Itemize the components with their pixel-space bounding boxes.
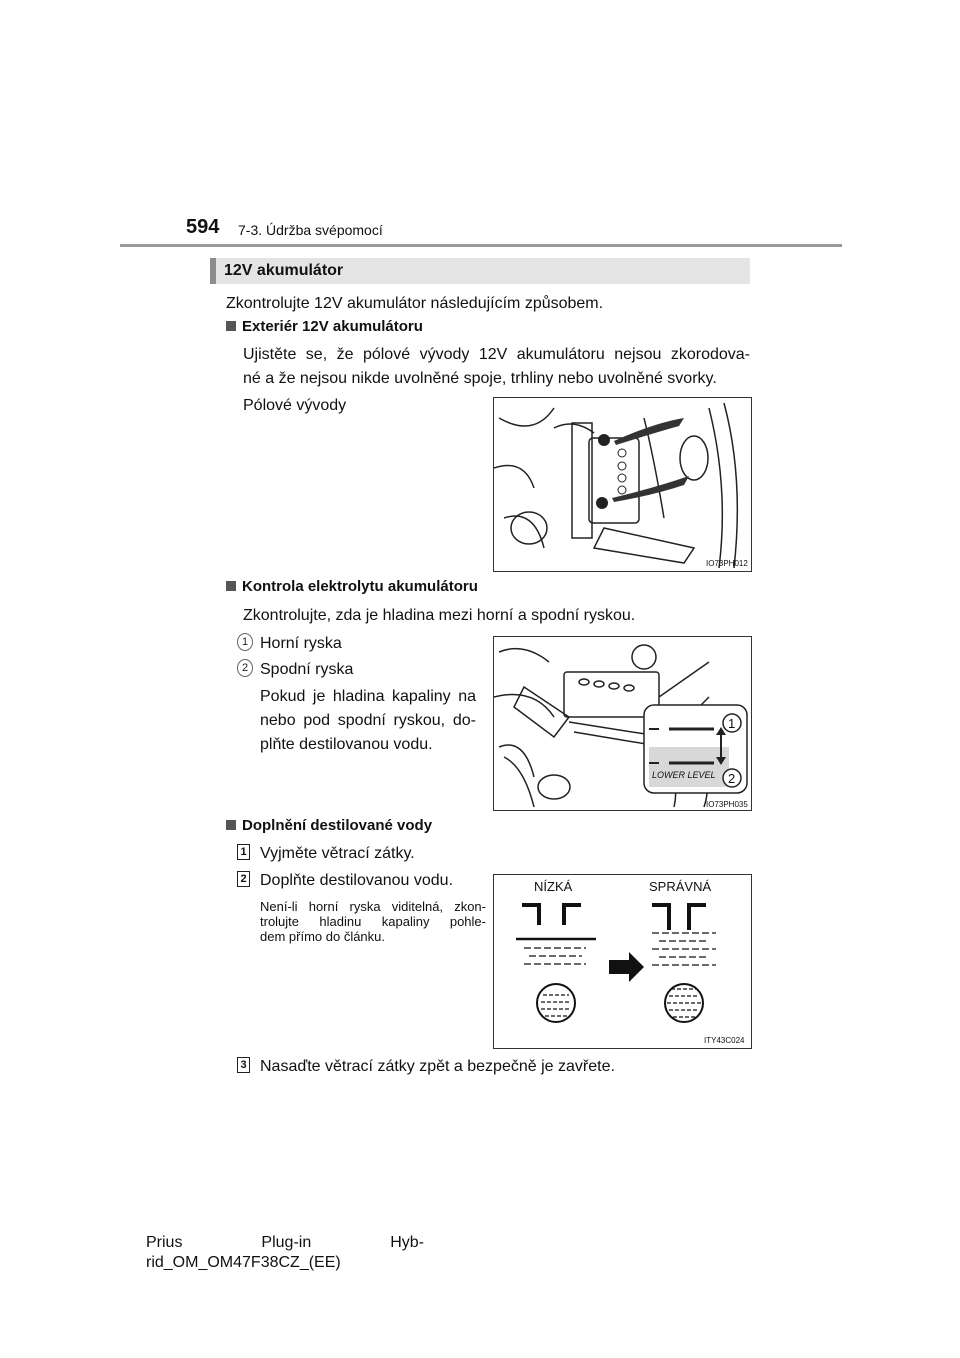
section-heading bbox=[210, 258, 750, 284]
step-2-text: Doplňte destilovanou vodu. bbox=[260, 872, 454, 889]
water-level-figure bbox=[493, 874, 752, 1049]
low-label: NÍZKÁ bbox=[534, 879, 573, 894]
electrolyte-note-2: nebo pod spodní ryskou, do- bbox=[260, 712, 476, 729]
battery-terminals-figure bbox=[493, 397, 752, 572]
refill-note-3: dem přímo do článku. bbox=[260, 929, 386, 944]
figure-callout-2: 2 bbox=[728, 771, 736, 786]
refill-note-2: trolujte hladinu kapaliny pohle- bbox=[260, 914, 486, 929]
lower-mark-label: Spodní ryska bbox=[260, 661, 354, 678]
step-1-text: Vyjměte větrací zátky. bbox=[260, 845, 415, 862]
figure-code: IO73PH035 bbox=[706, 800, 748, 809]
exterior-line-1: Ujistěte se, že pólové vývody 12V akumulátoru nejsou zkorodova- bbox=[243, 346, 750, 363]
step-2-marker: 2 bbox=[237, 871, 250, 887]
lower-level-label: LOWER LEVEL bbox=[652, 770, 716, 780]
arrow-icon bbox=[609, 952, 644, 982]
electrolyte-title: Kontrola elektrolytu akumulátoru bbox=[226, 578, 478, 595]
footer-line-1: Prius Plug-in Hyb- bbox=[146, 1234, 424, 1251]
electrolyte-illustration bbox=[494, 637, 751, 810]
callout-2-marker: 2 bbox=[237, 659, 253, 677]
step-3-marker: 3 bbox=[237, 1057, 250, 1073]
refill-title: Doplnění destilované vody bbox=[226, 817, 432, 834]
water-level-illustration bbox=[494, 875, 751, 1048]
heading-accent bbox=[210, 258, 216, 284]
intro-text: Zkontrolujte 12V akumulátor následujícím způsobem. bbox=[226, 295, 604, 312]
electrolyte-note-3: plňte destilovanou vodu. bbox=[260, 736, 433, 753]
exterior-line-2: né a že nejsou nikde uvolněné spoje, trhliny nebo uvolněné svorky. bbox=[243, 370, 717, 387]
footer bbox=[146, 1233, 424, 1273]
step-3-text: Nasaďte větrací zátky zpět a bezpečně je zavřete. bbox=[260, 1058, 615, 1075]
section-title: 7-3. Údržba svépomocí bbox=[238, 222, 383, 238]
battery-terminals-illustration bbox=[494, 398, 751, 571]
footer-line-2: rid_OM_OM47F38CZ_(EE) bbox=[146, 1254, 341, 1271]
step-1-marker: 1 bbox=[237, 844, 250, 860]
callout-1-marker: 1 bbox=[237, 633, 253, 651]
electrolyte-note-1: Pokud je hladina kapaliny na bbox=[260, 688, 476, 705]
refill-note-1: Není-li horní ryska viditelná, zkon- bbox=[260, 899, 486, 914]
page-number: 594 bbox=[186, 216, 220, 238]
heading-text: 12V akumulátor bbox=[224, 262, 344, 279]
header-rule bbox=[120, 244, 842, 247]
terminals-label: Pólové vývody bbox=[243, 397, 347, 414]
correct-label: SPRÁVNÁ bbox=[649, 879, 712, 894]
electrolyte-text: Zkontrolujte, zda je hladina mezi horní a spodní ryskou. bbox=[243, 607, 636, 624]
figure-code: ITY43C024 bbox=[704, 1036, 745, 1045]
figure-code: IO73PH012 bbox=[706, 559, 748, 568]
electrolyte-figure bbox=[493, 636, 752, 811]
upper-mark-label: Horní ryska bbox=[260, 635, 342, 652]
figure-callout-1: 1 bbox=[728, 716, 736, 731]
exterior-title: Exteriér 12V akumulátoru bbox=[226, 318, 423, 335]
